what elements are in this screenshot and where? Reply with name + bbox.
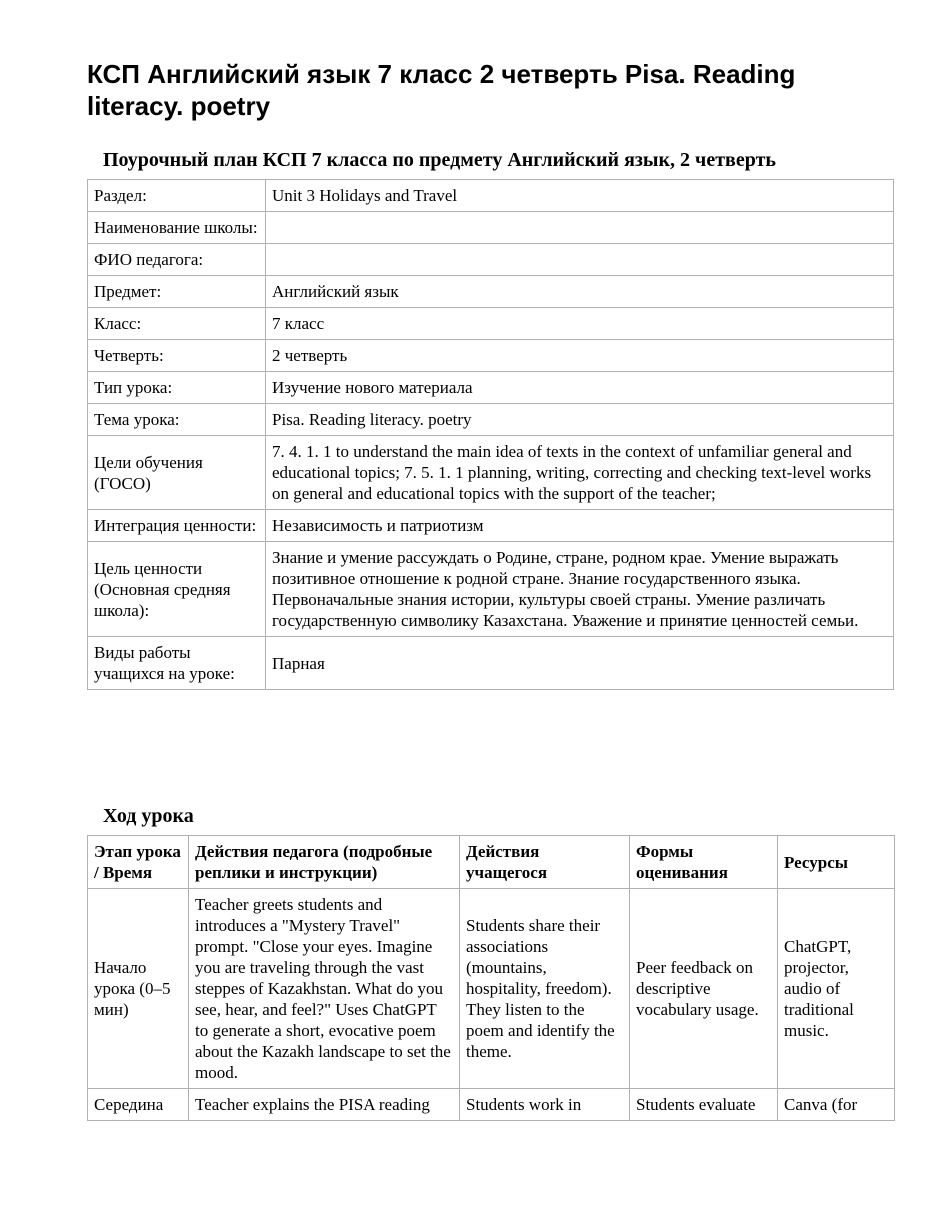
info-label: Раздел: bbox=[88, 180, 266, 212]
assessment-cell: Students evaluate bbox=[630, 1089, 778, 1121]
teacher-actions-cell: Teacher greets students and introduces a "Mystery Travel" prompt. "Close your eyes. Imagine you are traveling through the vast steppes of Kazakhstan. What do you see, hear, and feel?" Uses ChatGPT to generate a short, evocative poem about the Kazakh landscape to set the mood. bbox=[189, 889, 460, 1089]
student-actions-cell: Students work in bbox=[460, 1089, 630, 1121]
lesson-info-table bbox=[87, 179, 894, 690]
info-row-work-types bbox=[88, 637, 894, 690]
resources-cell: ChatGPT, projector, audio of traditional music. bbox=[778, 889, 895, 1089]
info-row-school bbox=[88, 212, 894, 244]
lesson-plan-heading: Поурочный план КСП 7 класса по предмету Английский язык, 2 четверть bbox=[103, 149, 776, 171]
info-value: Парная bbox=[266, 637, 894, 690]
info-label: Тема урока: bbox=[88, 404, 266, 436]
info-value: Unit 3 Holidays and Travel bbox=[266, 180, 894, 212]
info-row-lesson-topic bbox=[88, 404, 894, 436]
info-value: 7. 4. 1. 1 to understand the main idea of texts in the context of unfamiliar general and educational topics; 7. 5. 1. 1 planning, writing, correcting and checking text-level works on general and educational topics with the support of the teacher; bbox=[266, 436, 894, 510]
column-header-stage: Этап урока / Время bbox=[88, 836, 189, 889]
info-label: Цель ценности (Основная средняя школа): bbox=[88, 542, 266, 637]
info-label: Класс: bbox=[88, 308, 266, 340]
document-title: КСП Английский язык 7 класс 2 четверть Pisa. Reading literacy. poetry bbox=[87, 59, 796, 121]
column-header-student-actions: Действия учащегося bbox=[460, 836, 630, 889]
info-label: ФИО педагога: bbox=[88, 244, 266, 276]
table-row bbox=[88, 889, 895, 1089]
info-value bbox=[266, 244, 894, 276]
table-row bbox=[88, 1089, 895, 1121]
info-row-section bbox=[88, 180, 894, 212]
info-label: Цели обучения (ГОСО) bbox=[88, 436, 266, 510]
info-label: Интеграция ценности: bbox=[88, 510, 266, 542]
info-row-subject bbox=[88, 276, 894, 308]
column-header-resources: Ресурсы bbox=[778, 836, 895, 889]
info-value: Pisa. Reading literacy. poetry bbox=[266, 404, 894, 436]
table-header-row bbox=[88, 836, 895, 889]
column-header-assessment: Формы оценивания bbox=[630, 836, 778, 889]
resources-cell: Canva (for bbox=[778, 1089, 895, 1121]
info-value: Английский язык bbox=[266, 276, 894, 308]
lesson-progress-heading: Ход урока bbox=[103, 805, 194, 827]
info-value: Знание и умение рассуждать о Родине, стране, родном крае. Умение выражать позитивное отношение к родной стране. Знание государственного языка. Первоначальные знания истории, культуры своей страны. Умение различать государственную символику Казахстана. Уважение и принятие ценностей семьи. bbox=[266, 542, 894, 637]
info-value: 2 четверть bbox=[266, 340, 894, 372]
info-row-value-goal bbox=[88, 542, 894, 637]
info-value: Изучение нового материала bbox=[266, 372, 894, 404]
info-value bbox=[266, 212, 894, 244]
stage-cell: Начало урока (0–5 мин) bbox=[88, 889, 189, 1089]
teacher-actions-cell: Teacher explains the PISA reading bbox=[189, 1089, 460, 1121]
info-value: Независимость и патриотизм bbox=[266, 510, 894, 542]
info-row-grade bbox=[88, 308, 894, 340]
info-row-value-integration bbox=[88, 510, 894, 542]
info-label: Предмет: bbox=[88, 276, 266, 308]
info-row-teacher bbox=[88, 244, 894, 276]
stage-cell: Середина bbox=[88, 1089, 189, 1121]
info-row-learning-objectives bbox=[88, 436, 894, 510]
info-value: 7 класс bbox=[266, 308, 894, 340]
info-row-quarter bbox=[88, 340, 894, 372]
info-row-lesson-type bbox=[88, 372, 894, 404]
info-label: Виды работы учащихся на уроке: bbox=[88, 637, 266, 690]
info-label: Наименование школы: bbox=[88, 212, 266, 244]
info-label: Четверть: bbox=[88, 340, 266, 372]
lesson-progress-table bbox=[87, 835, 895, 1121]
info-label: Тип урока: bbox=[88, 372, 266, 404]
column-header-teacher-actions: Действия педагога (подробные реплики и инструкции) bbox=[189, 836, 460, 889]
assessment-cell: Peer feedback on descriptive vocabulary usage. bbox=[630, 889, 778, 1089]
student-actions-cell: Students share their associations (mountains, hospitality, freedom). They listen to the poem and identify the theme. bbox=[460, 889, 630, 1089]
